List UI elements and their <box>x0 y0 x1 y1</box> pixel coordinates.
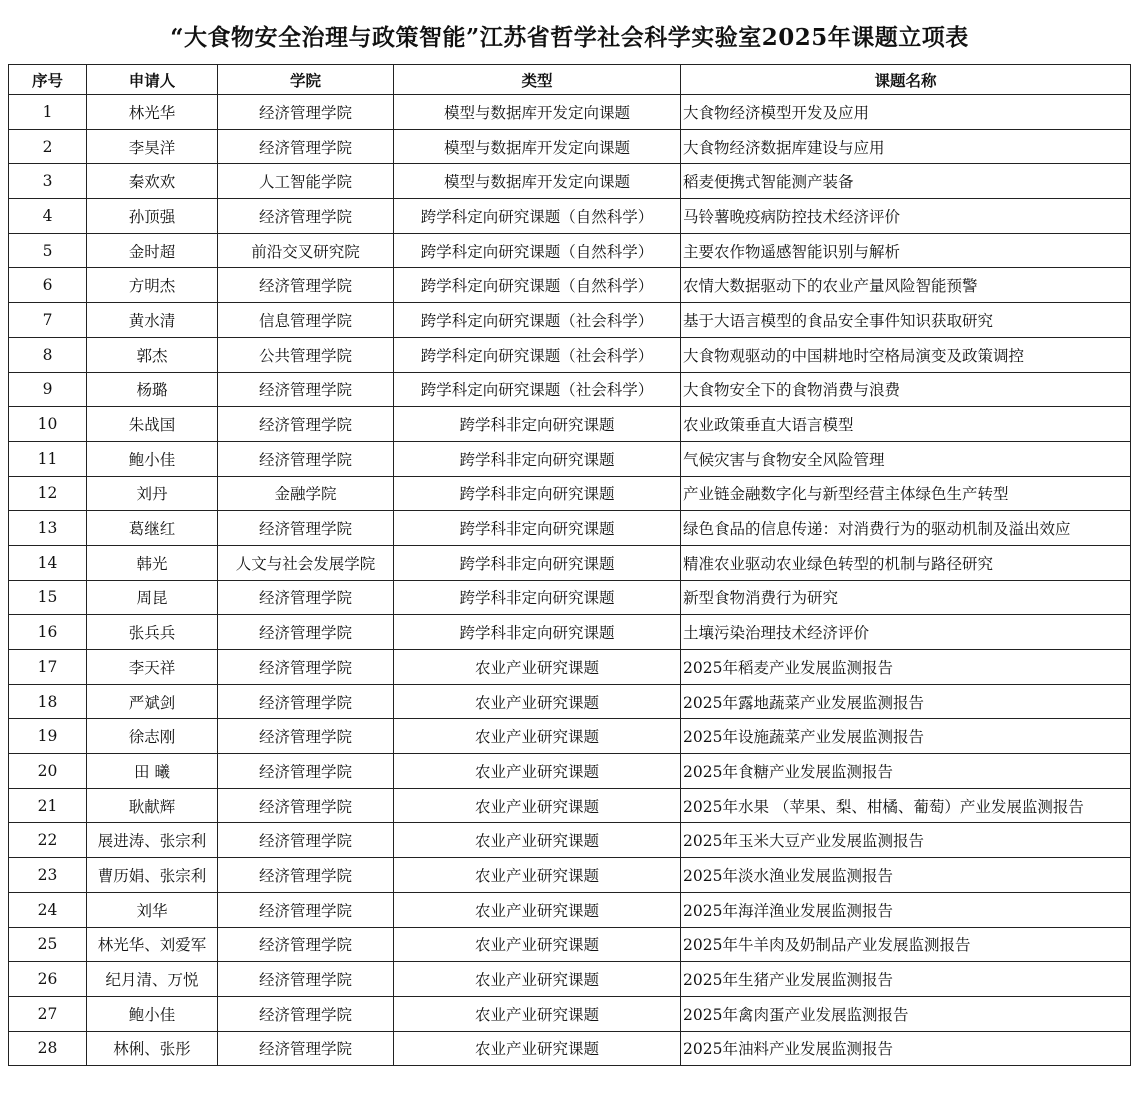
cell-college: 经济管理学院 <box>218 684 394 719</box>
cell-applicant: 徐志刚 <box>87 719 218 754</box>
table-row <box>9 441 1131 476</box>
cell-project-title: 稻麦便携式智能测产装备 <box>681 164 1131 199</box>
cell-project-title: 绿色食品的信息传递：对消费行为的驱动机制及溢出效应 <box>681 511 1131 546</box>
cell-seq: 25 <box>9 927 87 962</box>
cell-type: 农业产业研究课题 <box>394 684 681 719</box>
table-row <box>9 754 1131 789</box>
cell-college: 前沿交叉研究院 <box>218 233 394 268</box>
cell-project-title: 马铃薯晚疫病防控技术经济评价 <box>681 199 1131 234</box>
cell-applicant: 方明杰 <box>87 268 218 303</box>
cell-project-title: 产业链金融数字化与新型经营主体绿色生产转型 <box>681 476 1131 511</box>
cell-college: 经济管理学院 <box>218 650 394 685</box>
cell-project-title: 2025年玉米大豆产业发展监测报告 <box>681 823 1131 858</box>
header-applicant: 申请人 <box>87 65 218 95</box>
cell-seq: 3 <box>9 164 87 199</box>
table-row <box>9 95 1131 130</box>
table-row <box>9 337 1131 372</box>
cell-type: 农业产业研究课题 <box>394 719 681 754</box>
cell-project-title: 大食物经济数据库建设与应用 <box>681 129 1131 164</box>
table-row <box>9 268 1131 303</box>
cell-type: 农业产业研究课题 <box>394 858 681 893</box>
cell-college: 经济管理学院 <box>218 372 394 407</box>
cell-applicant: 林俐、张彤 <box>87 1031 218 1066</box>
cell-type: 跨学科非定向研究课题 <box>394 407 681 442</box>
cell-college: 经济管理学院 <box>218 962 394 997</box>
cell-project-title: 2025年淡水渔业发展监测报告 <box>681 858 1131 893</box>
cell-type: 农业产业研究课题 <box>394 823 681 858</box>
cell-type: 农业产业研究课题 <box>394 1031 681 1066</box>
table-row <box>9 545 1131 580</box>
cell-applicant: 展进涛、张宗利 <box>87 823 218 858</box>
cell-applicant: 鲍小佳 <box>87 441 218 476</box>
cell-type: 跨学科定向研究课题（社会科学） <box>394 337 681 372</box>
table-row <box>9 892 1131 927</box>
cell-college: 经济管理学院 <box>218 615 394 650</box>
cell-college: 经济管理学院 <box>218 823 394 858</box>
cell-college: 人文与社会发展学院 <box>218 545 394 580</box>
cell-seq: 5 <box>9 233 87 268</box>
cell-college: 经济管理学院 <box>218 95 394 130</box>
cell-type: 跨学科非定向研究课题 <box>394 615 681 650</box>
cell-applicant: 曹历娟、张宗利 <box>87 858 218 893</box>
table-row <box>9 164 1131 199</box>
project-table <box>8 64 1131 1066</box>
cell-seq: 13 <box>9 511 87 546</box>
cell-type: 农业产业研究课题 <box>394 754 681 789</box>
cell-college: 经济管理学院 <box>218 927 394 962</box>
cell-seq: 6 <box>9 268 87 303</box>
cell-seq: 18 <box>9 684 87 719</box>
cell-project-title: 农业政策垂直大语言模型 <box>681 407 1131 442</box>
cell-type: 农业产业研究课题 <box>394 788 681 823</box>
cell-seq: 24 <box>9 892 87 927</box>
cell-seq: 15 <box>9 580 87 615</box>
cell-applicant: 秦欢欢 <box>87 164 218 199</box>
header-type: 类型 <box>394 65 681 95</box>
cell-seq: 23 <box>9 858 87 893</box>
cell-college: 经济管理学院 <box>218 754 394 789</box>
header-project-title: 课题名称 <box>681 65 1131 95</box>
cell-project-title: 2025年油料产业发展监测报告 <box>681 1031 1131 1066</box>
cell-seq: 12 <box>9 476 87 511</box>
table-header-row <box>9 65 1131 95</box>
cell-college: 经济管理学院 <box>218 268 394 303</box>
cell-project-title: 2025年海洋渔业发展监测报告 <box>681 892 1131 927</box>
header-seq: 序号 <box>9 65 87 95</box>
cell-applicant: 郭杰 <box>87 337 218 372</box>
cell-college: 经济管理学院 <box>218 407 394 442</box>
cell-college: 经济管理学院 <box>218 996 394 1031</box>
cell-applicant: 林光华、刘爱军 <box>87 927 218 962</box>
cell-project-title: 气候灾害与食物安全风险管理 <box>681 441 1131 476</box>
cell-applicant: 周昆 <box>87 580 218 615</box>
cell-type: 跨学科非定向研究课题 <box>394 511 681 546</box>
cell-seq: 16 <box>9 615 87 650</box>
cell-applicant: 刘华 <box>87 892 218 927</box>
table-body <box>9 95 1131 1066</box>
cell-type: 农业产业研究课题 <box>394 996 681 1031</box>
cell-project-title: 2025年禽肉蛋产业发展监测报告 <box>681 996 1131 1031</box>
cell-seq: 11 <box>9 441 87 476</box>
cell-college: 经济管理学院 <box>218 1031 394 1066</box>
table-row <box>9 719 1131 754</box>
cell-college: 经济管理学院 <box>218 129 394 164</box>
table-row <box>9 511 1131 546</box>
cell-project-title: 2025年设施蔬菜产业发展监测报告 <box>681 719 1131 754</box>
cell-type: 跨学科定向研究课题（社会科学） <box>394 303 681 338</box>
cell-project-title: 大食物安全下的食物消费与浪费 <box>681 372 1131 407</box>
cell-college: 人工智能学院 <box>218 164 394 199</box>
cell-seq: 17 <box>9 650 87 685</box>
cell-type: 跨学科定向研究课题（自然科学） <box>394 268 681 303</box>
cell-seq: 26 <box>9 962 87 997</box>
table-row <box>9 580 1131 615</box>
table-row <box>9 1031 1131 1066</box>
cell-type: 跨学科定向研究课题（自然科学） <box>394 233 681 268</box>
cell-seq: 8 <box>9 337 87 372</box>
cell-project-title: 2025年水果 （苹果、梨、柑橘、葡萄）产业发展监测报告 <box>681 788 1131 823</box>
cell-seq: 7 <box>9 303 87 338</box>
cell-college: 经济管理学院 <box>218 199 394 234</box>
cell-type: 跨学科非定向研究课题 <box>394 580 681 615</box>
cell-seq: 19 <box>9 719 87 754</box>
cell-applicant: 金时超 <box>87 233 218 268</box>
cell-applicant: 耿献辉 <box>87 788 218 823</box>
cell-applicant: 严斌剑 <box>87 684 218 719</box>
cell-seq: 22 <box>9 823 87 858</box>
cell-college: 经济管理学院 <box>218 441 394 476</box>
table-row <box>9 962 1131 997</box>
table-row <box>9 823 1131 858</box>
table-row <box>9 927 1131 962</box>
cell-project-title: 2025年牛羊肉及奶制品产业发展监测报告 <box>681 927 1131 962</box>
cell-project-title: 2025年食糖产业发展监测报告 <box>681 754 1131 789</box>
cell-applicant: 鲍小佳 <box>87 996 218 1031</box>
cell-project-title: 主要农作物遥感智能识别与解析 <box>681 233 1131 268</box>
cell-applicant: 韩光 <box>87 545 218 580</box>
cell-type: 农业产业研究课题 <box>394 650 681 685</box>
cell-applicant: 李昊洋 <box>87 129 218 164</box>
cell-type: 农业产业研究课题 <box>394 962 681 997</box>
cell-seq: 27 <box>9 996 87 1031</box>
table-row <box>9 199 1131 234</box>
cell-college: 公共管理学院 <box>218 337 394 372</box>
cell-type: 模型与数据库开发定向课题 <box>394 164 681 199</box>
table-row <box>9 407 1131 442</box>
cell-type: 模型与数据库开发定向课题 <box>394 129 681 164</box>
table-row <box>9 788 1131 823</box>
table-row <box>9 476 1131 511</box>
cell-type: 农业产业研究课题 <box>394 927 681 962</box>
cell-applicant: 黄水清 <box>87 303 218 338</box>
cell-college: 经济管理学院 <box>218 511 394 546</box>
cell-seq: 9 <box>9 372 87 407</box>
cell-project-title: 基于大语言模型的食品安全事件知识获取研究 <box>681 303 1131 338</box>
cell-project-title: 2025年稻麦产业发展监测报告 <box>681 650 1131 685</box>
cell-seq: 20 <box>9 754 87 789</box>
cell-seq: 14 <box>9 545 87 580</box>
cell-college: 经济管理学院 <box>218 892 394 927</box>
cell-seq: 4 <box>9 199 87 234</box>
header-college: 学院 <box>218 65 394 95</box>
cell-college: 经济管理学院 <box>218 719 394 754</box>
cell-type: 跨学科非定向研究课题 <box>394 476 681 511</box>
cell-type: 跨学科定向研究课题（自然科学） <box>394 199 681 234</box>
cell-applicant: 张兵兵 <box>87 615 218 650</box>
cell-applicant: 林光华 <box>87 95 218 130</box>
cell-college: 经济管理学院 <box>218 580 394 615</box>
cell-applicant: 杨璐 <box>87 372 218 407</box>
cell-project-title: 新型食物消费行为研究 <box>681 580 1131 615</box>
cell-project-title: 农情大数据驱动下的农业产量风险智能预警 <box>681 268 1131 303</box>
cell-type: 跨学科定向研究课题（社会科学） <box>394 372 681 407</box>
cell-seq: 10 <box>9 407 87 442</box>
document-title: “大食物安全治理与政策智能”江苏省哲学社会科学实验室2025年课题立项表 <box>170 24 969 51</box>
cell-college: 信息管理学院 <box>218 303 394 338</box>
cell-project-title: 大食物观驱动的中国耕地时空格局演变及政策调控 <box>681 337 1131 372</box>
table-row <box>9 233 1131 268</box>
table-row <box>9 684 1131 719</box>
cell-applicant: 田 曦 <box>87 754 218 789</box>
cell-applicant: 孙顶强 <box>87 199 218 234</box>
cell-project-title: 精准农业驱动农业绿色转型的机制与路径研究 <box>681 545 1131 580</box>
cell-project-title: 2025年生猪产业发展监测报告 <box>681 962 1131 997</box>
table-row <box>9 615 1131 650</box>
cell-seq: 21 <box>9 788 87 823</box>
cell-seq: 1 <box>9 95 87 130</box>
cell-applicant: 朱战国 <box>87 407 218 442</box>
table-row <box>9 372 1131 407</box>
cell-college: 经济管理学院 <box>218 788 394 823</box>
table-row <box>9 858 1131 893</box>
cell-applicant: 刘丹 <box>87 476 218 511</box>
table-row <box>9 303 1131 338</box>
cell-project-title: 大食物经济模型开发及应用 <box>681 95 1131 130</box>
cell-applicant: 纪月清、万悦 <box>87 962 218 997</box>
cell-type: 农业产业研究课题 <box>394 892 681 927</box>
cell-applicant: 李天祥 <box>87 650 218 685</box>
cell-seq: 28 <box>9 1031 87 1066</box>
table-row <box>9 650 1131 685</box>
cell-project-title: 2025年露地蔬菜产业发展监测报告 <box>681 684 1131 719</box>
cell-college: 金融学院 <box>218 476 394 511</box>
cell-seq: 2 <box>9 129 87 164</box>
cell-type: 跨学科非定向研究课题 <box>394 545 681 580</box>
cell-type: 模型与数据库开发定向课题 <box>394 95 681 130</box>
table-row <box>9 129 1131 164</box>
cell-project-title: 土壤污染治理技术经济评价 <box>681 615 1131 650</box>
table-row <box>9 996 1131 1031</box>
cell-applicant: 葛继红 <box>87 511 218 546</box>
cell-college: 经济管理学院 <box>218 858 394 893</box>
cell-type: 跨学科非定向研究课题 <box>394 441 681 476</box>
